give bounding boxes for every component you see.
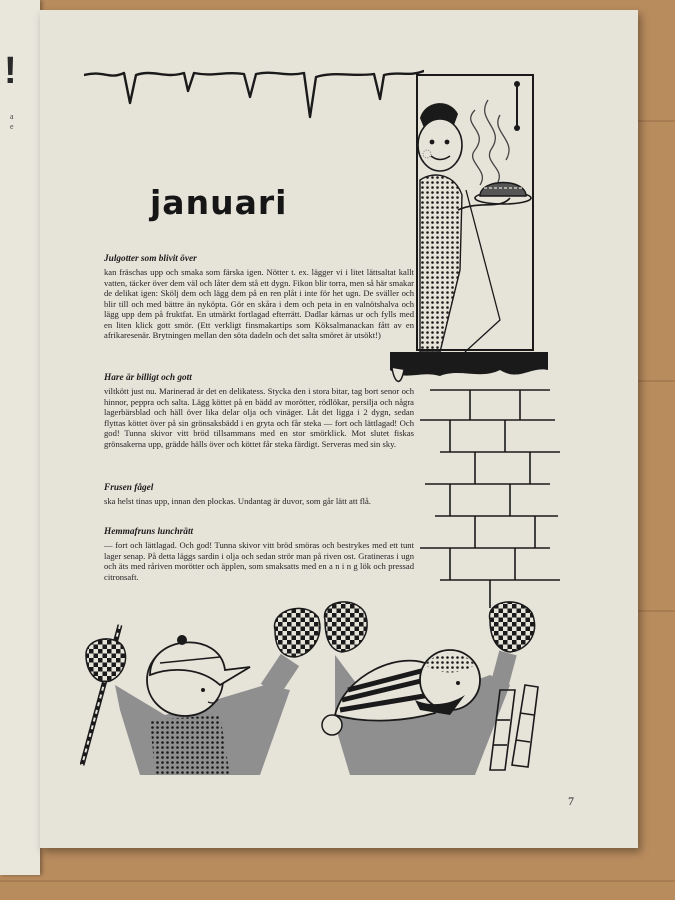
article-julgotter bbox=[104, 253, 414, 341]
article-heading: Hare är billigt och gott bbox=[104, 373, 192, 383]
left-page-mark-2: a e bbox=[10, 112, 14, 131]
article-heading: Hemmafruns lunchrätt bbox=[104, 527, 194, 537]
article-body: — fort och lättlagad. Och god! Tunna skivor vitt bröd smöras och bestrykes med ett tunt lager senap. På detta läggs sardin i olja och sedan strör man på riven ost. Gratineras i ugn och äts med råriven morötter och äpplen, som smaksatts med en a n i n g lök och pressad citronsaft. bbox=[104, 540, 414, 582]
page-number: 7 bbox=[568, 794, 574, 808]
children-in-snow-icon bbox=[80, 595, 560, 785]
icicles-icon bbox=[84, 65, 424, 135]
brick-wall-icon bbox=[410, 380, 560, 610]
article-heading: Frusen fågel bbox=[104, 483, 154, 493]
article-body: viltkött just nu. Marinerad är det en delikatess. Stycka den i stora bitar, tag bort senor och hinnor, peppra och salta. Lägg köttet på en bädd av morötter, rödlökar, persilja och några lagerbärsblad och häll över lika delar olja och vinäger. Låt det ligga i 2 dygn, sedan flyttas köttet över på sin grönsaksbädd i en gryta och får steka — fort och lättlagad! Och god! Tunna skivor vitt bröd tillsammans med en stor smörklick. Mot slutet fiskas grönsakerna upp, grädde hälls över och köttet får steka färdigt. Serveras med sin sky. bbox=[104, 386, 414, 449]
article-hare bbox=[104, 372, 414, 449]
window-woman-with-cake-icon bbox=[380, 70, 550, 390]
article-frusen-fagel bbox=[104, 482, 414, 507]
page-title: januari bbox=[150, 183, 288, 222]
article-hemmafruns-lunchratt bbox=[104, 526, 414, 582]
article-body: ska helst tinas upp, innan den plockas. Undantag är duvor, som går lätt att flå. bbox=[104, 496, 371, 506]
left-page-mark: ! bbox=[4, 50, 17, 92]
article-heading: Julgotter som blivit över bbox=[104, 254, 197, 264]
article-body: kan fräschas upp och smaka som färska igen. Nötter t. ex. lägger vi i litet lättsaltat kallt vatten, täcker över dem väl och låter dem stå ett dygn. Fikon blir torra, men så här smakar de delikat igen: Skölj dem och lägg dem på en ren plåt i inte för het ugn. De sväller och blir till och med bättre än nyköpta. Gör en skåra i dem och peta in en valnötshalva och lägg upp dem på fruktfat. En utmärkt fortlagad efterrätt. Dadlar kärnas ur och fylls med en liten klick gott smör. (Ett verkligt finsmakartips som Köksalmanackan fått av en afrikaresenär. Brytningen mellan den söta dadeln och det salta smöret är utsökt!) bbox=[104, 267, 414, 340]
book-page bbox=[40, 10, 638, 848]
left-page-edge bbox=[0, 0, 40, 875]
